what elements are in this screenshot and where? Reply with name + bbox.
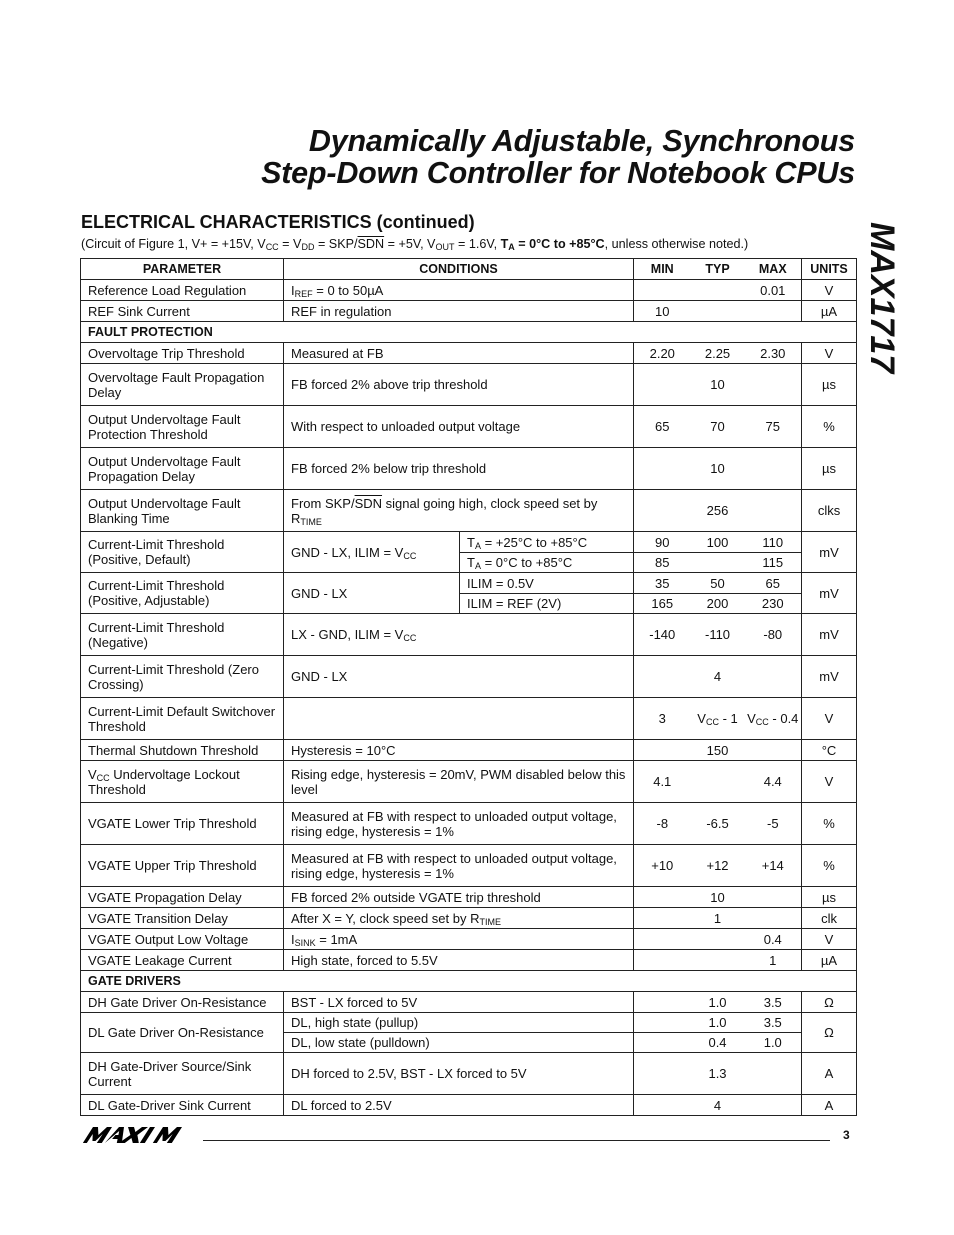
part-number-side-label: MAX1717 [863, 222, 901, 374]
table-row: VGATE Output Low Voltage $I_{SINK} = 1mA$ 0.4 V [81, 929, 857, 950]
header-conditions: CONDITIONS [284, 259, 634, 280]
table-row: DH Gate Driver On-Resistance BST - LX forced to 5V 1.0 3.5 Ω [81, 992, 857, 1013]
maxim-logo [83, 1127, 193, 1143]
table-row: VGATE Transition Delay After X = Y, clock speed set by $R_{TIME}$ 1 clk [81, 908, 857, 929]
table-row: DL Gate-Driver Sink Current DL forced to 2.5V 4 A [81, 1095, 857, 1116]
table-row: VGATE Upper Trip Threshold Measured at FB with respect to unloaded output voltage, rising edge, hysteresis = 1% +10 +12 +14 % [81, 845, 857, 887]
document-title [261, 125, 855, 189]
title-line-1: Dynamically Adjustable, Synchronous [308, 124, 855, 158]
table-row: Overvoltage Trip Threshold Measured at FB 2.20 2.25 2.30 V [81, 343, 857, 364]
table-row: Overvoltage Fault Propagation Delay FB forced 2% above trip threshold 10 µs [81, 364, 857, 406]
conditions-note: (Circuit of Figure 1, V+ = +15V, $V_{CC} = V_{DD} = SKP/\overline{SDN} = +5V$, $V_{OUT} = 1.6V$, $T_A = 0^\circ C$ to +85°C, unless otherwise noted.) [81, 237, 749, 252]
footer-rule [203, 1140, 830, 1141]
table-row: Current-Limit Threshold (Negative) LX - GND, ILIM = $V_{CC}$ -140 -110 -80 mV [81, 614, 857, 656]
header-parameter: PARAMETER [81, 259, 284, 280]
table-row: VGATE Lower Trip Threshold Measured at FB with respect to unloaded output voltage, rising edge, hysteresis = 1% -8 -6.5 -5 % [81, 803, 857, 845]
table-row: Output Undervoltage Fault Blanking Time From SKP/$\overline{SDN}$ signal going high, clock speed set by $R_{TIME}$ 256 clks [81, 490, 857, 532]
table-row: Current-Limit Threshold (Positive, Adjustable) GND - LX ILIM = 0.5V 35 50 65 mV [81, 573, 857, 594]
table-row: $T_A = 0^\circ C$ to +85°C 85 115 [81, 553, 857, 573]
table-row: DL, low state (pulldown) 0.4 1.0 [81, 1033, 857, 1053]
table-row: $V_{CC}$ Undervoltage Lockout Threshold Rising edge, hysteresis = 20mV, PWM disabled below this level 4.1 4.4 V [81, 761, 857, 803]
header-min: MIN [634, 259, 691, 280]
table-row: REF Sink Current REF in regulation 10 µA [81, 301, 857, 322]
section-row-gate-drivers: GATE DRIVERS [81, 971, 857, 992]
table-row: Output Undervoltage Fault Propagation Delay FB forced 2% below trip threshold 10 µs [81, 448, 857, 490]
table-row: Reference Load Regulation $I_{REF} = 0$ to 50µA 0.01 V [81, 280, 857, 301]
page-number: 3 [843, 1128, 850, 1142]
table-row: Current-Limit Threshold (Zero Crossing) GND - LX 4 mV [81, 656, 857, 698]
title-line-2: Step-Down Controller for Notebook CPUs [261, 156, 855, 190]
electrical-characteristics-table [80, 258, 857, 1116]
table-row: Output Undervoltage Fault Protection Threshold With respect to unloaded output voltage 65 70 75 % [81, 406, 857, 448]
header-max: MAX [745, 259, 802, 280]
table-row: Thermal Shutdown Threshold Hysteresis = 10°C 150 °C [81, 740, 857, 761]
table-header-row [81, 259, 857, 280]
table-row: Current-Limit Threshold (Positive, Default) GND - LX, ILIM = $V_{CC}$ $T_A = +25^\circ C$ to +85°C 90 100 110 mV [81, 532, 857, 553]
table-row: VGATE Propagation Delay FB forced 2% outside VGATE trip threshold 10 µs [81, 887, 857, 908]
table-row: DL Gate Driver On-Resistance DL, high state (pullup) 1.0 3.5 Ω [81, 1013, 857, 1033]
section-title: ELECTRICAL CHARACTERISTICS (continued) [81, 212, 475, 232]
header-typ: TYP [691, 259, 745, 280]
table-row: ILIM = REF (2V) 165 200 230 [81, 594, 857, 614]
table-row: Current-Limit Default Switchover Threshold 3 $V_{CC} - 1$ $V_{CC} - 0.4$ V [81, 698, 857, 740]
header-units: UNITS [802, 259, 857, 280]
table-row: DH Gate-Driver Source/Sink Current DH forced to 2.5V, BST - LX forced to 5V 1.3 A [81, 1053, 857, 1095]
table-row: VGATE Leakage Current High state, forced to 5.5V 1 µA [81, 950, 857, 971]
section-row-fault-protection: FAULT PROTECTION [81, 322, 857, 343]
